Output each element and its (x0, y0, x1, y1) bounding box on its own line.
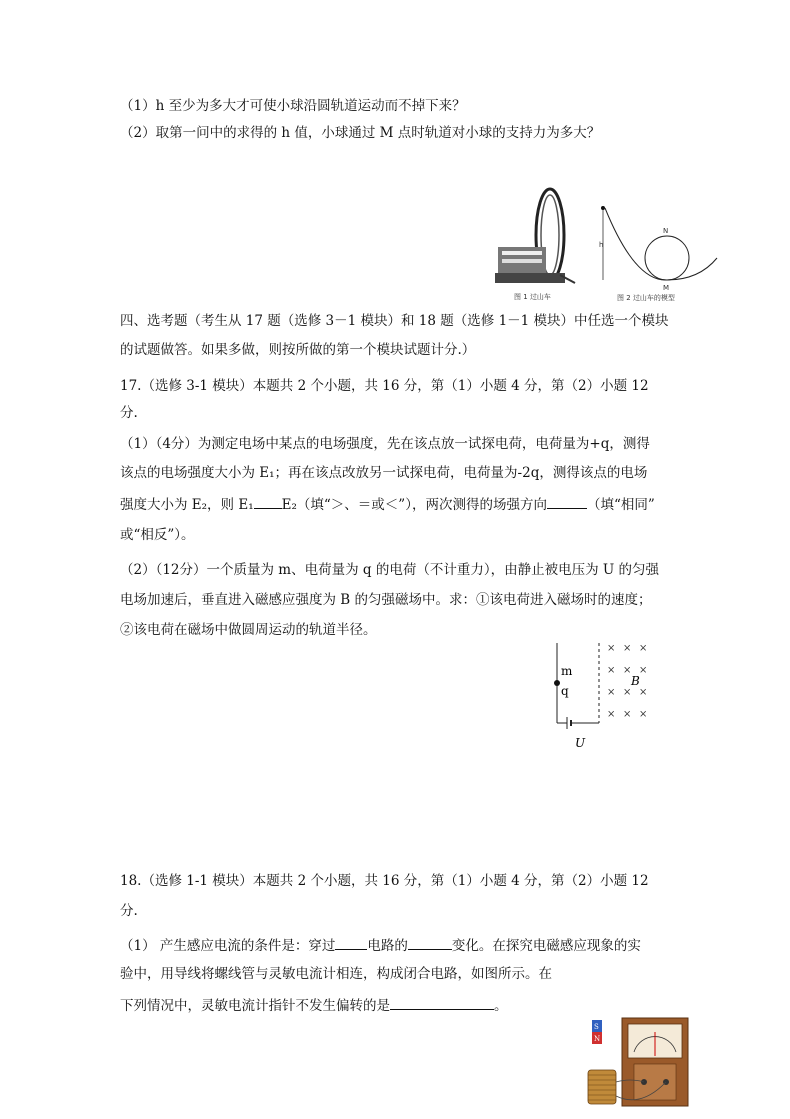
q18-p1-line-1 (120, 937, 641, 954)
field-cross: × (607, 709, 616, 720)
label-N: N (663, 227, 669, 235)
q17-p1-line-3 (120, 496, 655, 513)
label-M: M (663, 284, 670, 292)
field-cross: × (607, 687, 616, 698)
ball (601, 206, 605, 210)
charge (554, 680, 560, 686)
label-m: m (561, 664, 573, 678)
q18-text-b: 电路的 (367, 938, 408, 954)
q18-text-a: （1） 产生感应电流的条件是：穿过 (120, 938, 336, 954)
galvanometer-figure (586, 1012, 696, 1112)
loop-circle (645, 236, 689, 280)
q17-p2-line-3: ②该电荷在磁场中做圆周运动的轨道半径。 (120, 622, 377, 638)
field-cross: × (623, 687, 632, 698)
section-4-line-2: 的试题做答。如果多做，则按所做的第一个模块试题计分.） (120, 342, 476, 358)
magnet-label-n: N (594, 1035, 601, 1043)
magnet-label-s: S (594, 1023, 599, 1031)
roller-coaster-photo (490, 185, 590, 305)
field-cross: × (623, 709, 632, 720)
field-cross: × (639, 665, 648, 676)
loop-track-diagram (595, 198, 720, 305)
field-cross: × (607, 643, 616, 654)
field-cross: × (623, 643, 632, 654)
q18-header-2: 分. (120, 903, 138, 919)
section-4-line-1: 四、选考题（考生从 17 题（选修 3－1 模块）和 18 题（选修 1－1 模块）中任选一个模块 (120, 313, 669, 329)
label-q: q (561, 684, 569, 698)
question-part-2: （2）取第一问中的求得的 h 值，小球通过 M 点时轨道对小球的支持力为多大？ (120, 125, 601, 141)
q17-p1-line-1: （1）（4分）为测定电场中某点的电场强度，先在该点放一试探电荷，电荷量为+q，测得 (120, 436, 650, 452)
q17-text-c: （填“相同” (586, 497, 655, 513)
q17-p1-line-2: 该点的电场强度大小为 E₁；再在该点改放另一试探电荷，电荷量为-2q，测得该点的电场 (120, 465, 648, 481)
track-curve (605, 208, 717, 280)
q17-header-1: 17.（选修 3-1 模块）本题共 2 个小题，共 16 分，第（1）小题 4 分，第（2）小题 12 (120, 378, 649, 394)
q17-p2-line-1: （2）（12分）一个质量为 m、电荷量为 q 的电荷（不计重力），由静止被电压为 U 的匀强 (120, 562, 660, 578)
answer-blank-circuit[interactable] (335, 937, 367, 950)
magnetic-field-diagram (545, 635, 655, 750)
answer-blank-change[interactable] (408, 937, 452, 950)
answer-blank-choice[interactable] (390, 997, 494, 1010)
q18-p1-line-2: 验中，用导线将螺线管与灵敏电流计相连，构成闭合电路，如图所示。在 (120, 966, 552, 982)
fig2-caption: 图 2 过山车的模型 (617, 294, 675, 302)
q18-p1-line-3 (120, 997, 508, 1014)
q17-p2-line-2: 电场加速后，垂直进入磁感应强度为 B 的匀强磁场中。求：①该电荷进入磁场时的速度； (120, 592, 652, 608)
q17-text-b: E₂（填“＞、＝或＜”），两次测得的场强方向 (281, 497, 547, 513)
label-B: B (631, 674, 640, 688)
q18-text-d: 下列情况中，灵敏电流计指针不发生偏转的是 (120, 998, 390, 1014)
field-cross: × (623, 665, 632, 676)
field-cross: × (607, 665, 616, 676)
q18-text-e: 。 (494, 998, 508, 1014)
q18-header-1: 18.（选修 1-1 模块）本题共 2 个小题，共 16 分，第（1）小题 4 分，第（2）小题 12 (120, 873, 649, 889)
fig1-caption: 图 1 过山车 (514, 293, 551, 301)
question-part-1: （1）h 至少为多大才可使小球沿圆轨道运动而不掉下来？ (120, 98, 466, 114)
field-cross: × (639, 709, 648, 720)
q18-text-c: 变化。在探究电磁感应现象的实 (451, 938, 641, 954)
q17-p1-line-4: 或“相反”）。 (120, 527, 195, 543)
label-U: U (575, 736, 586, 750)
field-cross: × (639, 643, 648, 654)
answer-blank-compare[interactable] (254, 496, 282, 509)
label-h: h (599, 241, 604, 249)
field-cross: × (639, 687, 648, 698)
q17-header-2: 分. (120, 405, 138, 421)
q17-text-a: 强度大小为 E₂，则 E₁ (120, 497, 254, 513)
answer-blank-direction[interactable] (547, 496, 587, 509)
